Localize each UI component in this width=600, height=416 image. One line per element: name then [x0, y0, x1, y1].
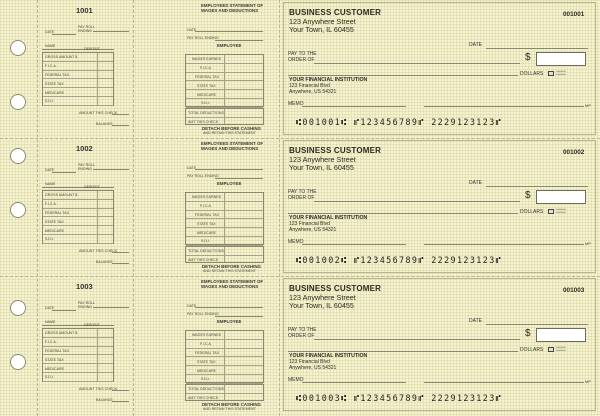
statement-title-2: WAGES AND DEDUCTIONS: [201, 146, 259, 151]
table-row: [186, 73, 263, 82]
check-section: [0, 138, 600, 276]
row-label: FEDERAL TAX: [195, 212, 220, 217]
payee-line: [314, 339, 520, 340]
table-row: [186, 331, 263, 340]
stub-payroll-label: PAY ROLL ENDING: [78, 25, 95, 33]
date-line: [486, 48, 588, 49]
dollar-sign: $: [525, 52, 531, 63]
table-row: [43, 97, 113, 106]
micr-line: ⑆001002⑆ ⑈123456789⑈ 2229123123⑈: [296, 255, 503, 265]
memo-line: [302, 382, 406, 383]
business-address-1: 123 Anywhere Street: [289, 17, 356, 26]
mp-label: MP: [585, 241, 591, 246]
date-label: DATE: [469, 180, 482, 186]
statement-employee-label: EMPLOYEE: [217, 181, 242, 186]
bank-address-2: Anywhere, US 54321: [289, 89, 337, 95]
row-label: FEDERAL TAX: [195, 74, 220, 79]
memo-line: [302, 106, 406, 107]
row-label: STATE TAX: [45, 81, 64, 86]
dollar-sign: $: [525, 328, 531, 339]
memo-label: MEMO: [288, 101, 304, 107]
table-row: [43, 355, 113, 364]
micr-line: ⑆001001⑆ ⑈123456789⑈ 2229123123⑈: [296, 117, 503, 127]
row-label: S.D.I.: [201, 101, 210, 106]
table-row: [186, 193, 263, 202]
stub-payroll-label: PAY ROLL ENDING: [78, 163, 95, 171]
check-number: 001003: [563, 287, 585, 294]
table-row: [43, 347, 113, 356]
table-row: [43, 71, 113, 80]
table-row: [186, 99, 263, 108]
stub-amount-label: AMOUNT THIS CHECK: [79, 387, 118, 391]
micr-line: ⑆001003⑆ ⑈123456789⑈ 2229123123⑈: [296, 393, 503, 403]
statement-title-1: EMPLOYEES STATEMENT OF: [201, 279, 264, 284]
row-label: FEDERAL TAX: [45, 210, 70, 215]
stub-amount-label: AMOUNT THIS CHECK: [79, 249, 118, 253]
row-label: STATE TAX: [197, 359, 216, 364]
bank-name: YOUR FINANCIAL INSTITUTION: [289, 215, 368, 221]
row-label: FEDERAL TAX: [45, 348, 70, 353]
table-row: [186, 90, 263, 99]
pay-to-label-1: PAY TO THE: [288, 327, 317, 333]
signature-line: [424, 106, 584, 107]
table-row: [43, 53, 113, 62]
row-label: WAGES EARNED: [192, 195, 222, 200]
date-label: DATE: [469, 42, 482, 48]
table-row: [186, 349, 263, 358]
table-row: [186, 366, 263, 375]
business-name: BUSINESS CUSTOMER: [289, 284, 382, 293]
bank-address-1: 123 Financial Blvd: [289, 359, 330, 365]
stub-name-label: NAME: [45, 182, 56, 186]
statement-payroll-label: PAY ROLL ENDING: [187, 36, 219, 40]
check-number: 001001: [563, 11, 585, 18]
table-row: [186, 256, 263, 265]
row-label: F.I.C.A.: [45, 340, 57, 345]
statement-deductions-table: [185, 54, 264, 107]
pay-to-label-2: ORDER OF: [288, 333, 315, 339]
bank-name: YOUR FINANCIAL INSTITUTION: [289, 353, 368, 359]
stub-balance-line: [112, 263, 129, 264]
statement-date-label: DATE: [187, 304, 197, 308]
stub-payroll-line: [93, 31, 129, 32]
security-features-text: ▪▪▪▪▪▪▪▪▪▪▪ ▪▪▪▪▪▪▪▪▪▪▪: [556, 208, 567, 214]
pay-to-label-1: PAY TO THE: [288, 51, 317, 57]
written-amount-line: [288, 213, 518, 214]
table-row: [186, 55, 263, 64]
payee-line: [314, 63, 520, 64]
memo-line: [302, 244, 406, 245]
statement-payroll-label: PAY ROLL ENDING: [187, 174, 219, 178]
row-label: GROSS AMOUNT $: [45, 331, 78, 336]
signature-line: [424, 244, 584, 245]
statement-totals-table: [185, 384, 264, 401]
row-label: GROSS AMOUNT $: [45, 193, 78, 198]
statement-employee-label: EMPLOYEE: [217, 319, 242, 324]
table-row: [43, 226, 113, 235]
statement-date-line: [195, 31, 263, 32]
business-address-2: Your Town, IL 60455: [289, 25, 354, 34]
statement-title-2: WAGES AND DEDUCTIONS: [201, 8, 259, 13]
statement-employee-label: EMPLOYEE: [217, 43, 242, 48]
statement-totals-table: [185, 108, 264, 125]
table-row: [186, 202, 263, 211]
payee-line: [314, 201, 520, 202]
detach-notice-2: AND RETAIN THIS STATEMENT: [203, 407, 256, 411]
statement-date-label: DATE: [187, 166, 197, 170]
pay-to-label-2: ORDER OF: [288, 57, 315, 63]
pay-to-label-1: PAY TO THE: [288, 189, 317, 195]
mp-label: MP: [585, 379, 591, 384]
pay-to-label-2: ORDER OF: [288, 195, 315, 201]
stub-name-line: [42, 325, 114, 326]
row-label: S.D.I.: [45, 237, 54, 242]
detach-notice-1: DETACH BEFORE CASHING: [202, 402, 261, 407]
row-label: TOTAL DEDUCTIONS: [188, 387, 224, 392]
row-label: MEDICARE: [197, 92, 216, 97]
table-row: [186, 385, 263, 394]
row-label: STATE TAX: [197, 221, 216, 226]
check-section: [0, 0, 600, 138]
row-label: STATE TAX: [45, 219, 64, 224]
table-row: [186, 109, 263, 118]
row-label: GROSS AMOUNT $: [45, 55, 78, 60]
stub-deductions-table: [42, 52, 114, 106]
lock-icon: [548, 71, 554, 76]
statement-date-line: [195, 169, 263, 170]
row-label: F.I.C.A.: [200, 204, 212, 209]
stub-date-label: DATE: [45, 168, 55, 172]
stub-name-label: NAME: [45, 320, 56, 324]
check-section: [0, 276, 600, 414]
stub-amount-line: [112, 390, 129, 391]
table-row: [186, 211, 263, 220]
stub-balance-label: BALANCE: [96, 122, 113, 126]
stub-payroll-line: [93, 169, 129, 170]
bank-address-1: 123 Financial Blvd: [289, 83, 330, 89]
table-row: [186, 228, 263, 237]
stub-balance-line: [112, 401, 129, 402]
row-label: STATE TAX: [197, 83, 216, 88]
row-label: AMT THIS CHECK: [188, 257, 219, 262]
memo-label: MEMO: [288, 377, 304, 383]
stub-number: 1002: [76, 144, 93, 153]
row-label: TOTAL DEDUCTIONS: [188, 111, 224, 116]
statement-totals-table: [185, 246, 264, 263]
row-label: MEDICARE: [45, 90, 64, 95]
date-line: [486, 186, 588, 187]
stub-deposit-label: DEPOSIT: [84, 323, 100, 327]
table-row: [43, 373, 113, 382]
table-row: [43, 200, 113, 209]
row-label: MEDICARE: [45, 366, 64, 371]
stub-balance-label: BALANCE: [96, 260, 113, 264]
row-label: S.D.I.: [201, 239, 210, 244]
stub-deductions-table: [42, 328, 114, 382]
stub-payroll-line: [93, 307, 129, 308]
stub-date-line: [52, 310, 76, 311]
statement-deductions-table: [185, 330, 264, 383]
stub-payroll-label: PAY ROLL ENDING: [78, 301, 95, 309]
statement-payroll-line: [215, 178, 263, 179]
detach-notice-2: AND RETAIN THIS STATEMENT: [203, 269, 256, 273]
dollars-label: DOLLARS: [520, 71, 544, 77]
row-label: WAGES EARNED: [192, 333, 222, 338]
row-label: WAGES EARNED: [192, 57, 222, 62]
row-label: S.D.I.: [45, 99, 54, 104]
table-row: [43, 338, 113, 347]
stub-date-line: [52, 172, 76, 173]
detach-notice-2: AND RETAIN THIS STATEMENT: [203, 131, 256, 135]
stub-date-line: [52, 34, 76, 35]
mp-label: MP: [585, 103, 591, 108]
table-row: [186, 340, 263, 349]
stub-number: 1003: [76, 282, 93, 291]
statement-date-line: [195, 307, 263, 308]
row-label: F.I.C.A.: [200, 66, 212, 71]
written-amount-line: [288, 75, 518, 76]
bank-name: YOUR FINANCIAL INSTITUTION: [289, 77, 368, 83]
amount-box[interactable]: [536, 52, 586, 66]
row-label: TOTAL DEDUCTIONS: [188, 249, 224, 254]
signature-line: [424, 382, 584, 383]
row-label: MEDICARE: [197, 230, 216, 235]
amount-box[interactable]: [536, 328, 586, 342]
row-label: F.I.C.A.: [200, 342, 212, 347]
row-label: MEDICARE: [45, 228, 64, 233]
check-number: 001002: [563, 149, 585, 156]
stub-deductions-table: [42, 190, 114, 244]
stub-name-label: NAME: [45, 44, 56, 48]
row-label: S.D.I.: [201, 377, 210, 382]
statement-payroll-label: PAY ROLL ENDING: [187, 312, 219, 316]
table-row: [43, 329, 113, 338]
table-row: [43, 209, 113, 218]
table-row: [43, 235, 113, 244]
bank-address-2: Anywhere, US 54321: [289, 365, 337, 371]
statement-payroll-line: [215, 40, 263, 41]
statement-title-1: EMPLOYEES STATEMENT OF: [201, 141, 264, 146]
row-label: F.I.C.A.: [45, 64, 57, 69]
table-row: [43, 79, 113, 88]
stub-amount-line: [112, 252, 129, 253]
dollars-label: DOLLARS: [520, 347, 544, 353]
statement-payroll-line: [215, 316, 263, 317]
stub-amount-line: [112, 114, 129, 115]
stub-number: 1001: [76, 6, 93, 15]
dollars-label: DOLLARS: [520, 209, 544, 215]
date-line: [486, 324, 588, 325]
statement-deductions-table: [185, 192, 264, 245]
table-row: [186, 375, 263, 384]
table-row: [186, 357, 263, 366]
stub-deposit-label: DEPOSIT: [84, 47, 100, 51]
table-row: [186, 247, 263, 256]
detach-notice-1: DETACH BEFORE CASHING: [202, 264, 261, 269]
security-features-text: ▪▪▪▪▪▪▪▪▪▪▪ ▪▪▪▪▪▪▪▪▪▪▪: [556, 70, 567, 76]
business-address-1: 123 Anywhere Street: [289, 155, 356, 164]
table-row: [186, 219, 263, 228]
business-address-2: Your Town, IL 60455: [289, 301, 354, 310]
row-label: AMT THIS CHECK: [188, 395, 219, 400]
statement-date-label: DATE: [187, 28, 197, 32]
stub-amount-label: AMOUNT THIS CHECK: [79, 111, 118, 115]
business-name: BUSINESS CUSTOMER: [289, 8, 382, 17]
row-label: FEDERAL TAX: [195, 350, 220, 355]
table-row: [43, 191, 113, 200]
memo-label: MEMO: [288, 239, 304, 245]
business-address-1: 123 Anywhere Street: [289, 293, 356, 302]
lock-icon: [548, 347, 554, 352]
lock-icon: [548, 209, 554, 214]
security-features-text: ▪▪▪▪▪▪▪▪▪▪▪ ▪▪▪▪▪▪▪▪▪▪▪: [556, 346, 567, 352]
row-label: S.D.I.: [45, 375, 54, 380]
row-label: STATE TAX: [45, 357, 64, 362]
date-label: DATE: [469, 318, 482, 324]
table-row: [186, 81, 263, 90]
detach-notice-1: DETACH BEFORE CASHING: [202, 126, 261, 131]
business-name: BUSINESS CUSTOMER: [289, 146, 382, 155]
row-label: AMT THIS CHECK: [188, 119, 219, 124]
bank-address-2: Anywhere, US 54321: [289, 227, 337, 233]
stub-name-line: [42, 49, 114, 50]
table-row: [186, 118, 263, 127]
stub-balance-label: BALANCE: [96, 398, 113, 402]
stub-balance-line: [112, 125, 129, 126]
table-row: [43, 88, 113, 97]
statement-title-2: WAGES AND DEDUCTIONS: [201, 284, 259, 289]
business-address-2: Your Town, IL 60455: [289, 163, 354, 172]
row-label: F.I.C.A.: [45, 202, 57, 207]
bank-address-1: 123 Financial Blvd: [289, 221, 330, 227]
written-amount-line: [288, 351, 518, 352]
stub-name-line: [42, 187, 114, 188]
table-row: [43, 62, 113, 71]
row-label: FEDERAL TAX: [45, 72, 70, 77]
table-row: [186, 394, 263, 403]
table-row: [186, 237, 263, 246]
stub-deposit-label: DEPOSIT: [84, 185, 100, 189]
stub-date-label: DATE: [45, 30, 55, 34]
amount-box[interactable]: [536, 190, 586, 204]
table-row: [43, 364, 113, 373]
table-row: [43, 217, 113, 226]
dollar-sign: $: [525, 190, 531, 201]
stub-date-label: DATE: [45, 306, 55, 310]
table-row: [186, 64, 263, 73]
statement-title-1: EMPLOYEES STATEMENT OF: [201, 3, 264, 8]
row-label: MEDICARE: [197, 368, 216, 373]
